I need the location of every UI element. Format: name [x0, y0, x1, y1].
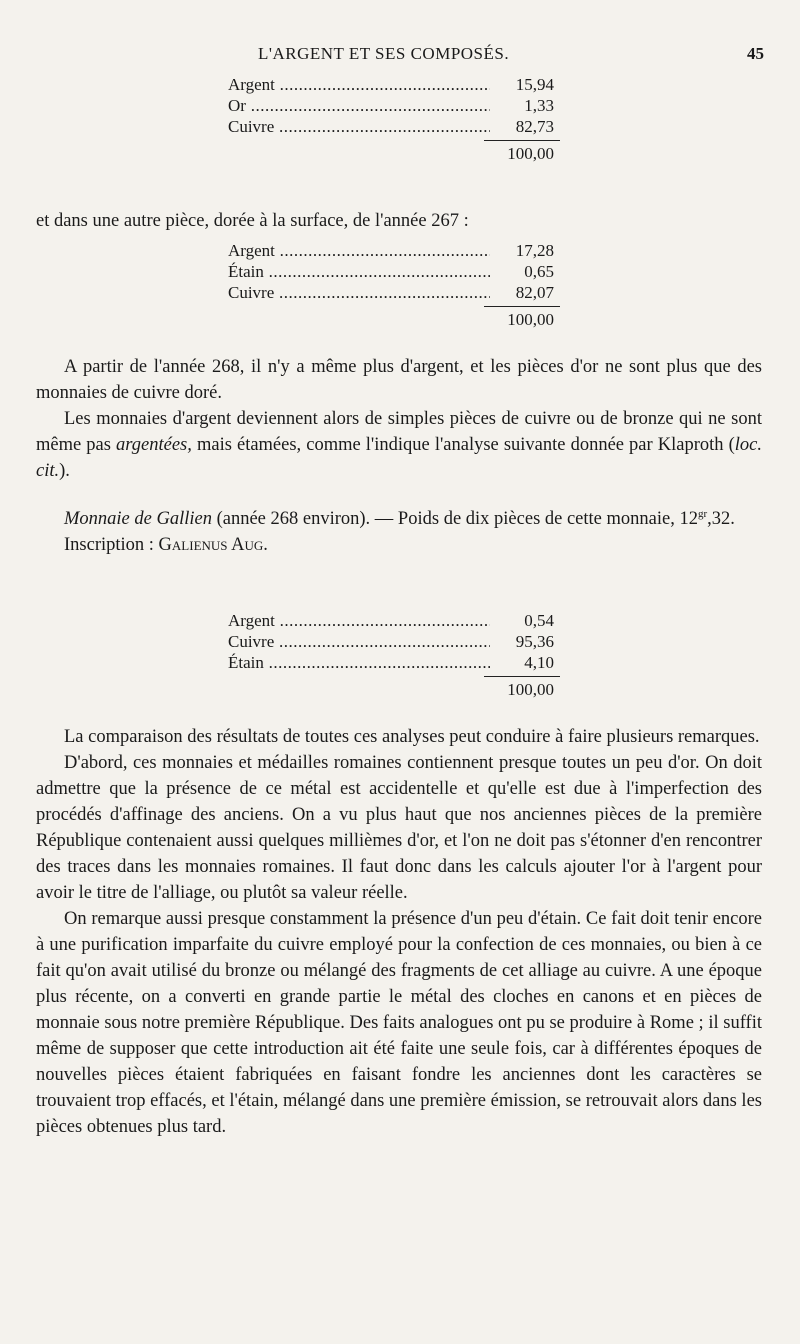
metal-label: Cuivre ..... — [228, 631, 490, 652]
text-run: (année 268 environ). — Poids de dix pièces de cette monnaie, 12 — [211, 509, 698, 529]
analysis-row — [228, 95, 568, 116]
analysis-table-3 — [228, 610, 568, 702]
analysis-row — [228, 261, 568, 282]
metal-label: Argent ..... — [228, 610, 490, 631]
running-title: L'ARGENT ET SES COMPOSÉS. — [258, 44, 510, 63]
metal-value: 82,73 — [513, 116, 554, 137]
paragraph: A partir de l'année 268, il n'y a même plus d'argent, et les pièces d'or ne sont plus que des monnaies de cuivre doré. — [36, 357, 762, 403]
analysis-row — [228, 240, 568, 261]
page-number: 45 — [747, 44, 764, 63]
text-run: Les monnaies d'argent deviennent alors de simples pièces de cuivre ou de bronze qui ne sont même pas — [36, 409, 762, 455]
paragraph: La comparaison des résultats de toutes ces analyses peut conduire à faire plusieurs remarques. — [64, 727, 760, 747]
metal-label: Argent ..... — [228, 74, 490, 95]
citation: loc. cit. — [36, 435, 762, 481]
metal-label: Argent ..... — [228, 240, 490, 261]
unit-superscript: gr — [697, 507, 708, 520]
metal-value: 15,94 — [513, 74, 554, 95]
metal-value: 4,10 — [521, 652, 554, 673]
analysis-row — [228, 74, 568, 95]
running-header — [0, 44, 800, 70]
inscription-line — [36, 532, 762, 558]
sum-rule — [484, 306, 560, 307]
analysis-row — [228, 631, 568, 652]
text-block-1 — [36, 354, 762, 558]
analysis-table-2 — [228, 240, 568, 332]
paragraph — [36, 506, 762, 532]
paragraph: et dans une autre pièce, dorée à la surface, de l'année 267 : — [36, 210, 469, 231]
metal-value: 82,07 — [513, 282, 554, 303]
text-run: ). — [59, 461, 70, 481]
metal-value: 0,54 — [521, 610, 554, 631]
total-value: 100,00 — [507, 144, 554, 163]
sum-rule — [484, 140, 560, 141]
paragraph: On remarque aussi presque constamment la présence d'un peu d'étain. Ce fait doit tenir encore à une purification imparfaite du cuivre employé pour la confection de ces monnaies, ou bien à ce fait qu'on avait utilisé du bronze ou mélangé des fragments de cet alliage au cuivre. A une époque plus récente, on a converti en grande partie le métal des cloches en canons et en pièces de monnaie sous notre première République. Des faits analogues ont pu se produire à Rome ; il suffit même de supposer que cette introduction ait été faite une seule fois, car à différentes époques de nouvelles pièces étaient fabriquées en faisant fondre les anciennes dont les caractères se trouvaient trop effacés, et l'étain, mélangé dans une première émission, se retrouvait alors dans les pièces obtenues plus tard. — [36, 909, 762, 1137]
coin-title: Monnaie de Gallien — [64, 509, 212, 529]
inscription-label: Inscription : — [64, 535, 159, 555]
metal-value: 1,33 — [521, 95, 554, 116]
metal-value: 17,28 — [513, 240, 554, 261]
metal-label: Cuivre ..... — [228, 282, 490, 303]
text-block-2 — [36, 724, 762, 1140]
inscription-text: Galienus Aug. — [158, 535, 268, 555]
metal-label: Cuivre ..... — [228, 116, 490, 137]
paragraph — [36, 406, 762, 484]
analysis-table-1 — [228, 74, 568, 166]
text-run: mais étamées, comme l'indique l'analyse suivante donnée par Klaproth ( — [191, 435, 735, 455]
metal-label: Or ..... — [228, 95, 490, 116]
metal-value: 0,65 — [521, 261, 554, 282]
metal-label: Étain ..... — [228, 652, 490, 673]
metal-value: 95,36 — [513, 631, 554, 652]
emphasis: argentées, — [116, 435, 192, 455]
text-run: ,32. — [707, 509, 735, 529]
analysis-row — [228, 282, 568, 303]
analysis-row — [228, 610, 568, 631]
metal-label: Étain ..... — [228, 261, 490, 282]
paragraph: D'abord, ces monnaies et médailles romaines contiennent presque toutes un peu d'or. On doit admettre que la présence de ce métal est accidentelle et qu'elle est due à l'imperfection des procédés d'affinage des anciens. On a vu plus haut que nos anciennes pièces de la première République contenaient aussi quelques millièmes d'or, et l'on ne doit pas s'étonner d'en rencontrer des traces dans les monnaies romaines. Il faut donc dans les calculs ajouter l'or à l'argent pour avoir le titre de l'alliage, ou plutôt sa valeur réelle. — [36, 753, 762, 903]
sum-rule — [484, 676, 560, 677]
total-value: 100,00 — [507, 310, 554, 329]
total-value: 100,00 — [507, 680, 554, 699]
analysis-row — [228, 116, 568, 137]
analysis-row — [228, 652, 568, 673]
